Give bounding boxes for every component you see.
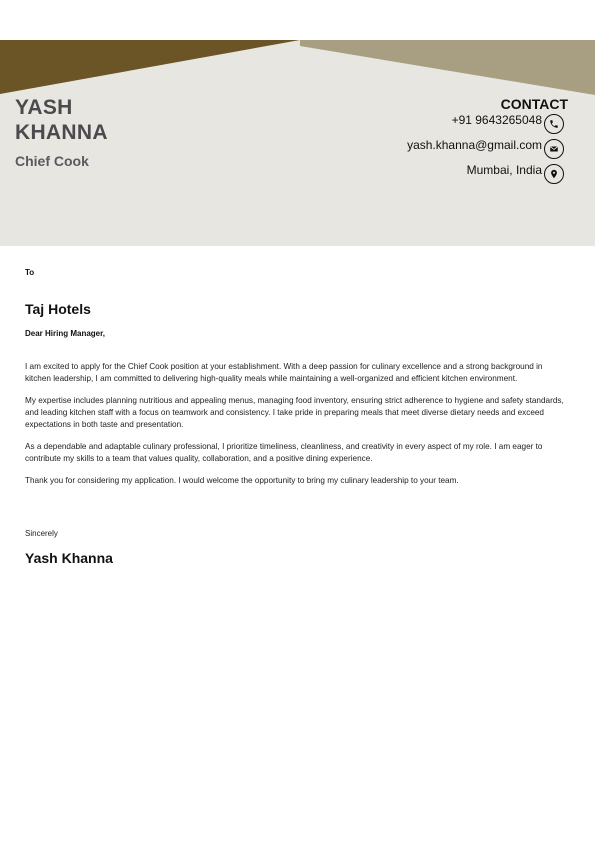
- phone-icon: [544, 114, 564, 134]
- letter-paragraph: I am excited to apply for the Chief Cook position at your establishment. With a deep passion for culinary excellence and a strong background in kitchen leadership, I am committed to delivering high-quality meals while maintaining a well-organized and efficient kitchen environment.: [25, 362, 543, 383]
- signature-name: Yash Khanna: [25, 550, 113, 566]
- candidate-name: [15, 95, 108, 145]
- banner-dark-shape: [0, 40, 300, 94]
- contact-email-row: [407, 135, 564, 155]
- letter-body: [25, 361, 570, 497]
- salutation: Dear Hiring Manager,: [25, 329, 106, 338]
- letter-paragraph: My expertise includes planning nutritious and appealing menus, managing food inventory, ensuring strict adherence to hygiene and safety standards, and leading kitchen staff with a focus on teamwork and consistency. I take pride in preparing meals that meet diverse dietary needs and exceed expectations in both taste and presentation.: [25, 396, 564, 429]
- recipient-label: To: [25, 268, 35, 277]
- contact-location-row: [467, 160, 564, 180]
- last-name: KHANNA: [15, 121, 108, 144]
- closing: Sincerely: [25, 529, 58, 538]
- banner-light-shape: [300, 40, 595, 95]
- letter-paragraph: As a dependable and adaptable culinary professional, I prioritize timeliness, cleanliness, and creativity in every aspect of my role. I am eager to contribute my skills to a team that values quality, collaboration, and a positive dining experience.: [25, 442, 543, 463]
- first-name: YASH: [15, 96, 73, 119]
- map-pin-icon: [544, 164, 564, 184]
- job-title: Chief Cook: [15, 153, 89, 169]
- envelope-icon: [544, 139, 564, 159]
- recipient-company: Taj Hotels: [25, 301, 91, 317]
- contact-location: Mumbai, India: [466, 163, 542, 177]
- letter-paragraph: Thank you for considering my application. I would welcome the opportunity to bring my culinary leadership to your team.: [25, 476, 459, 485]
- contact-email[interactable]: yash.khanna@gmail.com: [407, 138, 542, 152]
- contact-phone[interactable]: +91 9643265048: [451, 113, 542, 127]
- banner-decoration: [0, 40, 595, 100]
- contact-heading: CONTACT: [500, 96, 568, 112]
- header-banner: [0, 40, 595, 246]
- contact-phone-row: [452, 110, 564, 130]
